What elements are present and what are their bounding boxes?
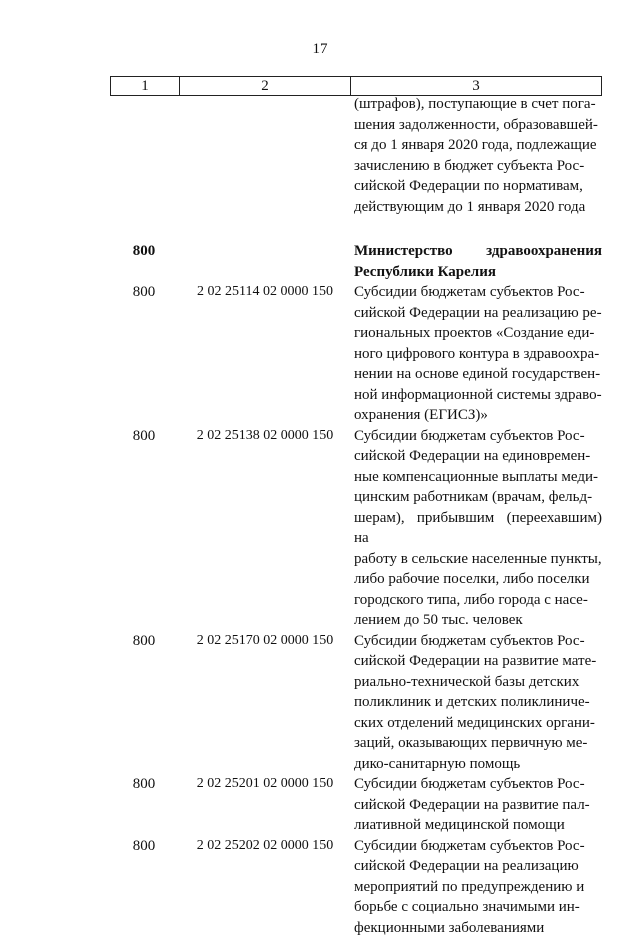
admin-code: 800 [110,426,178,631]
table-row [110,631,602,775]
table-row [110,426,602,631]
revenue-description: Субсидии бюджетам субъектов Рос- сийской Федерации на развитие мате- риально-технической базы детских поликлиник и детских поликлиниче- ских отделений медицинских органи- заций, оказывающих первичную ме- дико-санитарную помощь [348,631,602,775]
table-body [110,94,602,938]
table-header [110,76,602,96]
admin-code: 800 [110,282,178,426]
header-col-1: 1 [111,77,180,96]
admin-code: 800 [110,774,178,836]
revenue-description: Субсидии бюджетам субъектов Рос- сийской Федерации на реализацию ре- гиональных проектов «Создание еди- ного цифрового контура в здравоохра- нении на основе единой государствен- ной информационной системы здраво- охранения (ЕГИСЗ)» [348,282,602,426]
kbk-code: 2 02 25201 02 0000 150 [178,774,348,836]
continuation-row [110,94,602,217]
table-row [110,282,602,426]
kbk-code: 2 02 25170 02 0000 150 [178,631,348,775]
continuation-text: (штрафов), поступающие в счет пога- шения задолженности, образовавшей- ся до 1 января 2020 года, подлежащие зачислению в бюджет субъекта Рос- сийской Федерации по нормативам, действующим до 1 января 2020 года [348,94,602,217]
table-row [110,774,602,836]
kbk-code: 2 02 25138 02 0000 150 [178,426,348,631]
header-col-2: 2 [180,77,351,96]
revenue-description: Субсидии бюджетам субъектов Рос- сийской Федерации на единовремен- ные компенсационные выплаты меди- цинским работникам (врачам, фельд- шерам), прибывшим (переехавшим) на работу в сельские населенные пункты, либо рабочие поселки, либо поселки городского типа, либо города с насе- лением до 50 тыс. человек [348,426,602,631]
admin-code: 800 [110,836,178,938]
kbk-code: 2 02 25114 02 0000 150 [178,282,348,426]
table-row [110,836,602,938]
admin-code: 800 [110,631,178,775]
revenue-description: Субсидии бюджетам субъектов Рос- сийской Федерации на реализацию мероприятий по предупреждению и борьбе с социально значимыми ин- фекционными заболеваниями [348,836,602,938]
header-col-3: 3 [351,77,602,96]
ministry-row [110,241,602,282]
page-number: 17 [0,41,640,58]
revenue-description: Субсидии бюджетам субъектов Рос- сийской Федерации на развитие пал- лиативной медицинской помощи [348,774,602,836]
ministry-name: Министерство здравоохранения Республики Карелия [348,241,602,282]
ministry-code: 800 [110,241,178,282]
ministry-line-1: Министерство здравоохранения [354,241,602,262]
kbk-code: 2 02 25202 02 0000 150 [178,836,348,938]
